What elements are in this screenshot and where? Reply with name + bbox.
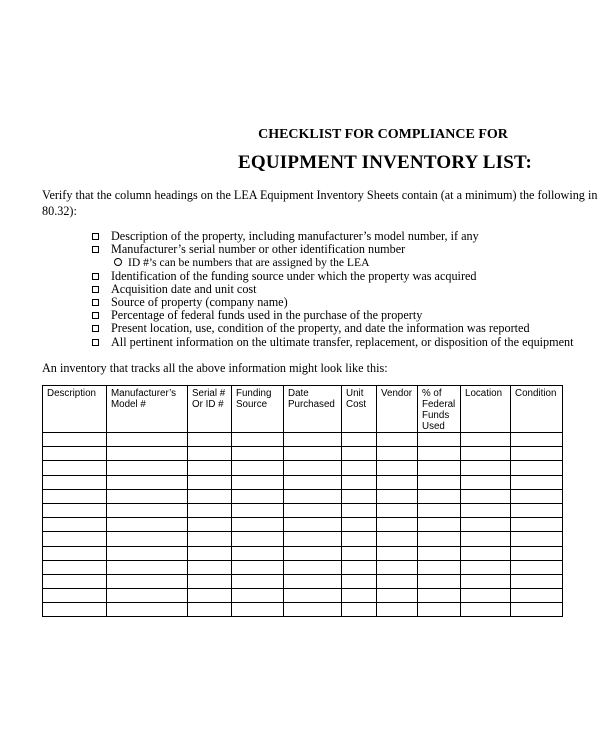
intro-paragraph [42, 188, 598, 219]
col-header-unit-cost: Unit Cost [342, 386, 377, 433]
checklist-item: Acquisition date and unit cost [92, 283, 574, 296]
table-cell[interactable] [284, 546, 342, 560]
table-cell[interactable] [377, 574, 418, 588]
table-cell[interactable] [107, 475, 188, 489]
table-cell[interactable] [107, 447, 188, 461]
table-cell[interactable] [43, 546, 107, 560]
table-cell[interactable] [342, 447, 377, 461]
table-cell[interactable] [377, 489, 418, 503]
table-cell[interactable] [284, 503, 342, 517]
table-cell[interactable] [232, 447, 284, 461]
table-cell[interactable] [342, 532, 377, 546]
table-cell[interactable] [418, 574, 461, 588]
table-cell[interactable] [284, 433, 342, 447]
table-cell[interactable] [342, 518, 377, 532]
table-cell[interactable] [377, 475, 418, 489]
table-cell[interactable] [418, 546, 461, 560]
checkbox-icon [92, 273, 99, 280]
table-cell[interactable] [377, 433, 418, 447]
table-cell[interactable] [377, 589, 418, 603]
table-cell[interactable] [377, 560, 418, 574]
table-cell[interactable] [284, 461, 342, 475]
checklist-item: Manufacturer’s serial number or other identification number [92, 243, 574, 256]
table-cell[interactable] [418, 503, 461, 517]
table-cell[interactable] [284, 475, 342, 489]
col-header-federal-funds: % of Federal Funds Used [418, 386, 461, 433]
table-cell[interactable] [107, 546, 188, 560]
table-cell[interactable] [43, 574, 107, 588]
table-cell[interactable] [342, 546, 377, 560]
checkbox-icon [92, 299, 99, 306]
table-cell[interactable] [418, 489, 461, 503]
checklist-item: Identification of the funding source under which the property was acquired [92, 270, 574, 283]
table-cell[interactable] [511, 518, 563, 532]
table-cell[interactable] [461, 518, 511, 532]
table-cell[interactable] [43, 475, 107, 489]
table-cell[interactable] [377, 603, 418, 617]
table-cell[interactable] [43, 603, 107, 617]
table-cell[interactable] [461, 574, 511, 588]
table-cell[interactable] [342, 489, 377, 503]
checklist-item: Source of property (company name) [92, 296, 574, 309]
table-cell[interactable] [418, 518, 461, 532]
table-cell[interactable] [377, 532, 418, 546]
table-cell[interactable] [377, 546, 418, 560]
table-cell[interactable] [43, 447, 107, 461]
table-cell[interactable] [232, 574, 284, 588]
table-row [43, 574, 563, 588]
table-cell[interactable] [188, 447, 232, 461]
table-row [43, 546, 563, 560]
table-row [43, 447, 563, 461]
table-cell[interactable] [461, 603, 511, 617]
table-cell[interactable] [342, 603, 377, 617]
table-row [43, 489, 563, 503]
table-cell[interactable] [188, 574, 232, 588]
table-cell[interactable] [284, 574, 342, 588]
table-cell[interactable] [418, 603, 461, 617]
table-cell[interactable] [511, 546, 563, 560]
inventory-table-body [43, 433, 563, 617]
table-cell[interactable] [188, 546, 232, 560]
table-cell[interactable] [232, 532, 284, 546]
table-cell[interactable] [418, 461, 461, 475]
table-cell[interactable] [418, 447, 461, 461]
table-cell[interactable] [107, 461, 188, 475]
table-cell[interactable] [461, 560, 511, 574]
col-header-funding: Funding Source [232, 386, 284, 433]
checkbox-icon [92, 325, 99, 332]
table-cell[interactable] [342, 589, 377, 603]
checklist-item: All pertinent information on the ultimate transfer, replacement, or disposition of the equipment [92, 336, 574, 349]
checklist [92, 230, 574, 349]
table-cell[interactable] [43, 560, 107, 574]
table-cell[interactable] [107, 603, 188, 617]
table-cell[interactable] [107, 433, 188, 447]
table-cell[interactable] [377, 447, 418, 461]
table-cell[interactable] [511, 603, 563, 617]
table-cell[interactable] [43, 461, 107, 475]
col-header-condition: Condition [511, 386, 563, 433]
table-cell[interactable] [107, 532, 188, 546]
table-cell[interactable] [232, 503, 284, 517]
table-cell[interactable] [188, 475, 232, 489]
table-cell[interactable] [284, 589, 342, 603]
table-cell[interactable] [43, 489, 107, 503]
table-row [43, 603, 563, 617]
table-cell[interactable] [188, 503, 232, 517]
table-row [43, 475, 563, 489]
table-cell[interactable] [511, 574, 563, 588]
table-cell[interactable] [43, 589, 107, 603]
table-cell[interactable] [418, 560, 461, 574]
checkbox-icon [92, 339, 99, 346]
table-cell[interactable] [188, 433, 232, 447]
table-cell[interactable] [43, 532, 107, 546]
table-cell[interactable] [232, 589, 284, 603]
table-cell[interactable] [284, 560, 342, 574]
table-cell[interactable] [377, 518, 418, 532]
table-cell[interactable] [188, 518, 232, 532]
table-cell[interactable] [43, 503, 107, 517]
table-cell[interactable] [284, 447, 342, 461]
title-line-2: EQUIPMENT INVENTORY LIST: [238, 152, 532, 173]
inventory-table [42, 385, 563, 617]
col-header-vendor: Vendor [377, 386, 418, 433]
table-cell[interactable] [284, 489, 342, 503]
table-cell[interactable] [342, 560, 377, 574]
table-cell[interactable] [232, 475, 284, 489]
table-cell[interactable] [107, 503, 188, 517]
table-cell[interactable] [511, 589, 563, 603]
table-row [43, 589, 563, 603]
table-cell[interactable] [188, 560, 232, 574]
table-cell[interactable] [511, 461, 563, 475]
table-header-row [43, 386, 563, 433]
table-cell[interactable] [342, 475, 377, 489]
table-cell[interactable] [107, 574, 188, 588]
title-line-1: CHECKLIST FOR COMPLIANCE FOR [258, 127, 508, 142]
table-caption: An inventory that tracks all the above information might look like this: [42, 361, 388, 375]
checklist-item: Percentage of federal funds used in the purchase of the property [92, 309, 574, 322]
table-row [43, 433, 563, 447]
table-cell[interactable] [284, 603, 342, 617]
checkbox-icon [92, 312, 99, 319]
table-row [43, 518, 563, 532]
table-cell[interactable] [188, 532, 232, 546]
table-cell[interactable] [107, 560, 188, 574]
table-cell[interactable] [342, 433, 377, 447]
table-cell[interactable] [232, 489, 284, 503]
table-cell[interactable] [461, 433, 511, 447]
table-cell[interactable] [461, 532, 511, 546]
table-row [43, 532, 563, 546]
table-cell[interactable] [43, 518, 107, 532]
checklist-subitem: ID #’s can be numbers that are assigned by the LEA [92, 256, 574, 269]
checklist-item: Present location, use, condition of the property, and date the information was reported [92, 322, 574, 335]
circle-bullet-icon [114, 258, 122, 266]
table-cell[interactable] [107, 589, 188, 603]
table-cell[interactable] [461, 475, 511, 489]
table-cell[interactable] [232, 433, 284, 447]
table-cell[interactable] [188, 603, 232, 617]
table-cell[interactable] [511, 489, 563, 503]
col-header-date: Date Purchased [284, 386, 342, 433]
table-cell[interactable] [377, 461, 418, 475]
table-row [43, 503, 563, 517]
table-cell[interactable] [188, 489, 232, 503]
table-cell[interactable] [418, 532, 461, 546]
table-cell[interactable] [461, 503, 511, 517]
table-cell[interactable] [188, 461, 232, 475]
col-header-location: Location [461, 386, 511, 433]
table-cell[interactable] [511, 433, 563, 447]
table-row [43, 560, 563, 574]
table-cell[interactable] [188, 589, 232, 603]
table-cell[interactable] [342, 503, 377, 517]
table-cell[interactable] [107, 518, 188, 532]
checkbox-icon [92, 246, 99, 253]
table-cell[interactable] [232, 603, 284, 617]
table-cell[interactable] [377, 503, 418, 517]
table-cell[interactable] [284, 518, 342, 532]
table-cell[interactable] [461, 589, 511, 603]
table-cell[interactable] [232, 461, 284, 475]
table-cell[interactable] [418, 589, 461, 603]
table-cell[interactable] [511, 447, 563, 461]
table-cell[interactable] [511, 560, 563, 574]
col-header-description: Description [43, 386, 107, 433]
table-cell[interactable] [107, 489, 188, 503]
table-cell[interactable] [461, 447, 511, 461]
table-cell[interactable] [461, 461, 511, 475]
intro-line-2: 80.32): [42, 203, 77, 218]
intro-line-1: Verify that the column headings on the LEA Equipment Inventory Sheets contain (at a minimum) the following in [42, 188, 598, 202]
table-cell[interactable] [511, 503, 563, 517]
table-cell[interactable] [232, 518, 284, 532]
table-cell[interactable] [284, 532, 342, 546]
table-cell[interactable] [418, 475, 461, 489]
table-cell[interactable] [342, 461, 377, 475]
checkbox-icon [92, 233, 99, 240]
table-cell[interactable] [232, 546, 284, 560]
table-cell[interactable] [511, 532, 563, 546]
table-row [43, 461, 563, 475]
col-header-serial: Serial # Or ID # [188, 386, 232, 433]
checkbox-icon [92, 286, 99, 293]
table-cell[interactable] [232, 560, 284, 574]
checklist-item: Description of the property, including manufacturer’s model number, if any [92, 230, 574, 243]
table-cell[interactable] [511, 475, 563, 489]
table-cell[interactable] [418, 433, 461, 447]
table-cell[interactable] [43, 433, 107, 447]
table-cell[interactable] [461, 546, 511, 560]
table-cell[interactable] [342, 574, 377, 588]
table-cell[interactable] [461, 489, 511, 503]
col-header-model: Manufacturer’s Model # [107, 386, 188, 433]
